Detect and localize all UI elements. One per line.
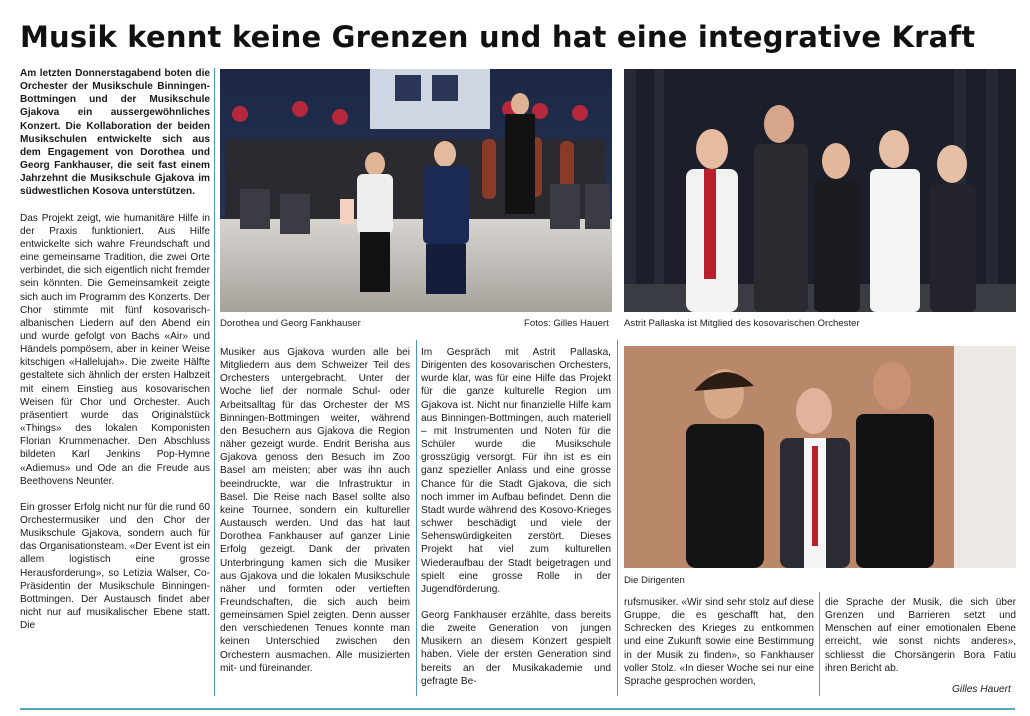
- column-divider: [214, 68, 215, 696]
- column-3: [421, 346, 611, 688]
- body-paragraph: Musiker aus Gjakova wurden alle bei Mitgliedern aus dem Schweizer Teil des Orchesters untergebracht. Unter der Woche lief der normale Schul- oder Arbeitsalltag für das Orchester der MS Binningen-Bottmingen weiter, während den Besuchern aus Gjakova die Region näher gezeigt wurde. Endrit Berisha aus Gjakova genoss den Besuch im Zoo Basel am meisten; aber was ihn auch beeindruckte, war die Infrastruktur in Basel. Die Reise nach Basel sollte also keine Tournee, sondern ein kultureller Austausch werden. Und das hat laut Dorothea Fankhauser auf ganzer Linie Erfolg gezeigt. Dank der privaten Unterbringung kamen sich die Musiker aus Gjakova und die lokalen Musikschule näher und formten oder vertieften Freundschaften, die sich auch beim gemeinsamen Spiel zeigten. Denn ausser den verschiedenen Tenues konnte man keinen Unterschied zwischen den Orchestern ausmachen. Alle musizierten mit- und füreinander.: [220, 347, 410, 674]
- author-byline: Gilles Hauert: [952, 684, 1011, 695]
- column-divider: [819, 592, 820, 696]
- photo-astrit-pallaska-group: [624, 69, 1016, 312]
- photo-stage-illustration: [220, 69, 612, 312]
- photo-credit: Fotos: Gilles Hauert: [524, 318, 609, 329]
- photo-1-caption: Dorothea und Georg Fankhauser: [220, 318, 361, 329]
- column-5: [825, 596, 1016, 675]
- bottom-rule: [20, 708, 1015, 710]
- body-paragraph: die Sprache der Musik, die sich über Grenzen und Barrieren setzt und Menschen auf einer emotionalen Ebene erreicht, wie sonst nichts anderes», schliesst die Chorsängerin Bora Fatiu ihren Bericht ab.: [825, 597, 1016, 674]
- photo-3-caption: Die Dirigenten: [624, 575, 685, 586]
- photo-fankhauser-on-stage: [220, 69, 612, 312]
- column-4: [624, 596, 814, 688]
- body-paragraph: rufsmusiker. «Wir sind sehr stolz auf diese Gruppe, die es geschafft hat, den Schrecken des Krieges zu entkommen und eine Zukunft sowie eine Bestimmung in der Musik zu finden», so Fankhauser voller Stolz. «In dieser Woche sei nur eine Sprache gesprochen worden,: [624, 597, 814, 687]
- column-divider: [617, 340, 618, 696]
- photo-conductors: [624, 346, 1016, 568]
- body-paragraph: Das Projekt zeigt, wie humanitäre Hilfe in der Praxis funktioniert. Aus Hilfe entwickelte sich wahre Freundschaft und eine gemeinsame Tradition, die zwei Orte verbindet, die sich eigentlich nicht fremder sein könnten. Die Gemeinsamkeit zeigte sich auch im Programm des Konzerts. Der Chor stimmte mit fünf kosovarisch-albanischen Liedern auf den Abend ein und wurde gefolgt von Bachs «Air» und Händels pompösem, aber in keiner Weise kitschigen «Hallelujah». Die zweite Hälfte gestaltete sich ähnlich der ersten Halbzeit mit einem Einstieg aus kosovarischen Weisen für Chor und Orchester. Auch präsentiert wurde das Originalstück «Things» des lokalen Komponisten Florian Krummenacher. Den Abschluss bildeten Karl Jenkins Pop-Hymne «Adiemus» und Ode an die Freude aus Beethovens Neunter.: [20, 212, 210, 487]
- photo-group-illustration: [624, 69, 1016, 312]
- column-2: [220, 346, 410, 675]
- column-1: [20, 67, 210, 632]
- headline: Musik kennt keine Grenzen und hat eine integrative Kraft: [20, 20, 976, 54]
- lead-paragraph: Am letzten Donnerstagabend boten die Orchester der Musikschule Binningen-Bottmingen und der Musikschule Gjakova ein aussergewöhnliches Konzert. Die Kollaboration der beiden Musikschulen entwickelte sich aus dem Engagement von Dorothea und Georg Fankhauser, die seit fast einem Jahrzehnt die Musikschule Gjakova im südwestlichen Kosova unterstützen.: [20, 68, 210, 198]
- body-paragraph: Georg Fankhauser erzählte, dass bereits die zweite Generation von jungen Musikern an diesem Konzert gespielt haben. Viele der ersten Generation sind bereits an der Musikakademie und gefragte Be-: [421, 609, 611, 687]
- column-divider: [416, 340, 417, 696]
- photo-conductors-illustration: [624, 346, 1016, 568]
- body-paragraph: Im Gespräch mit Astrit Pallaska, Dirigenten des kosovarischen Orchesters, wurde klar, was für eine Hilfe das Projekt für die ganze kulturelle Region um Gjakova ist. Nicht nur finanzielle Hilfe kam aus Binningen-Bottmingen, auch materiell – mit Instrumenten und Noten für die Schüler wurde die Musikschule grosszügig versorgt. Für ihn ist es ein ganz spezieller Anlass und eine grosse Chance für die Stadt Gjakova, die sich noch immer im Aufbau befindet. Denn die Stadt wurde während des Kosovo-Krieges schwer beschädigt und viele der Sehenswürdigkeiten zerstört. Dieses Projekt hat viel zum kulturellen Wiederaufbau der Stadt beigetragen und spielt eine grosse Rolle in der Jugendförderung.: [421, 347, 611, 595]
- photo-2-caption: Astrit Pallaska ist Mitglied des kosovarischen Orchester: [624, 318, 860, 329]
- body-paragraph: Ein grosser Erfolg nicht nur für die rund 60 Orchestermusiker und den Chor der Musikschule Gjakova, sondern auch für das Organisationsteam. «Der Event ist ein allem logistisch eine grosse Herausforderung», so Letizia Walser, Co-Präsidentin der Musikschule Binningen-Bottmingen. Der Austausch findet aber nicht nur auf musikalischer Ebene statt. Die: [20, 501, 210, 632]
